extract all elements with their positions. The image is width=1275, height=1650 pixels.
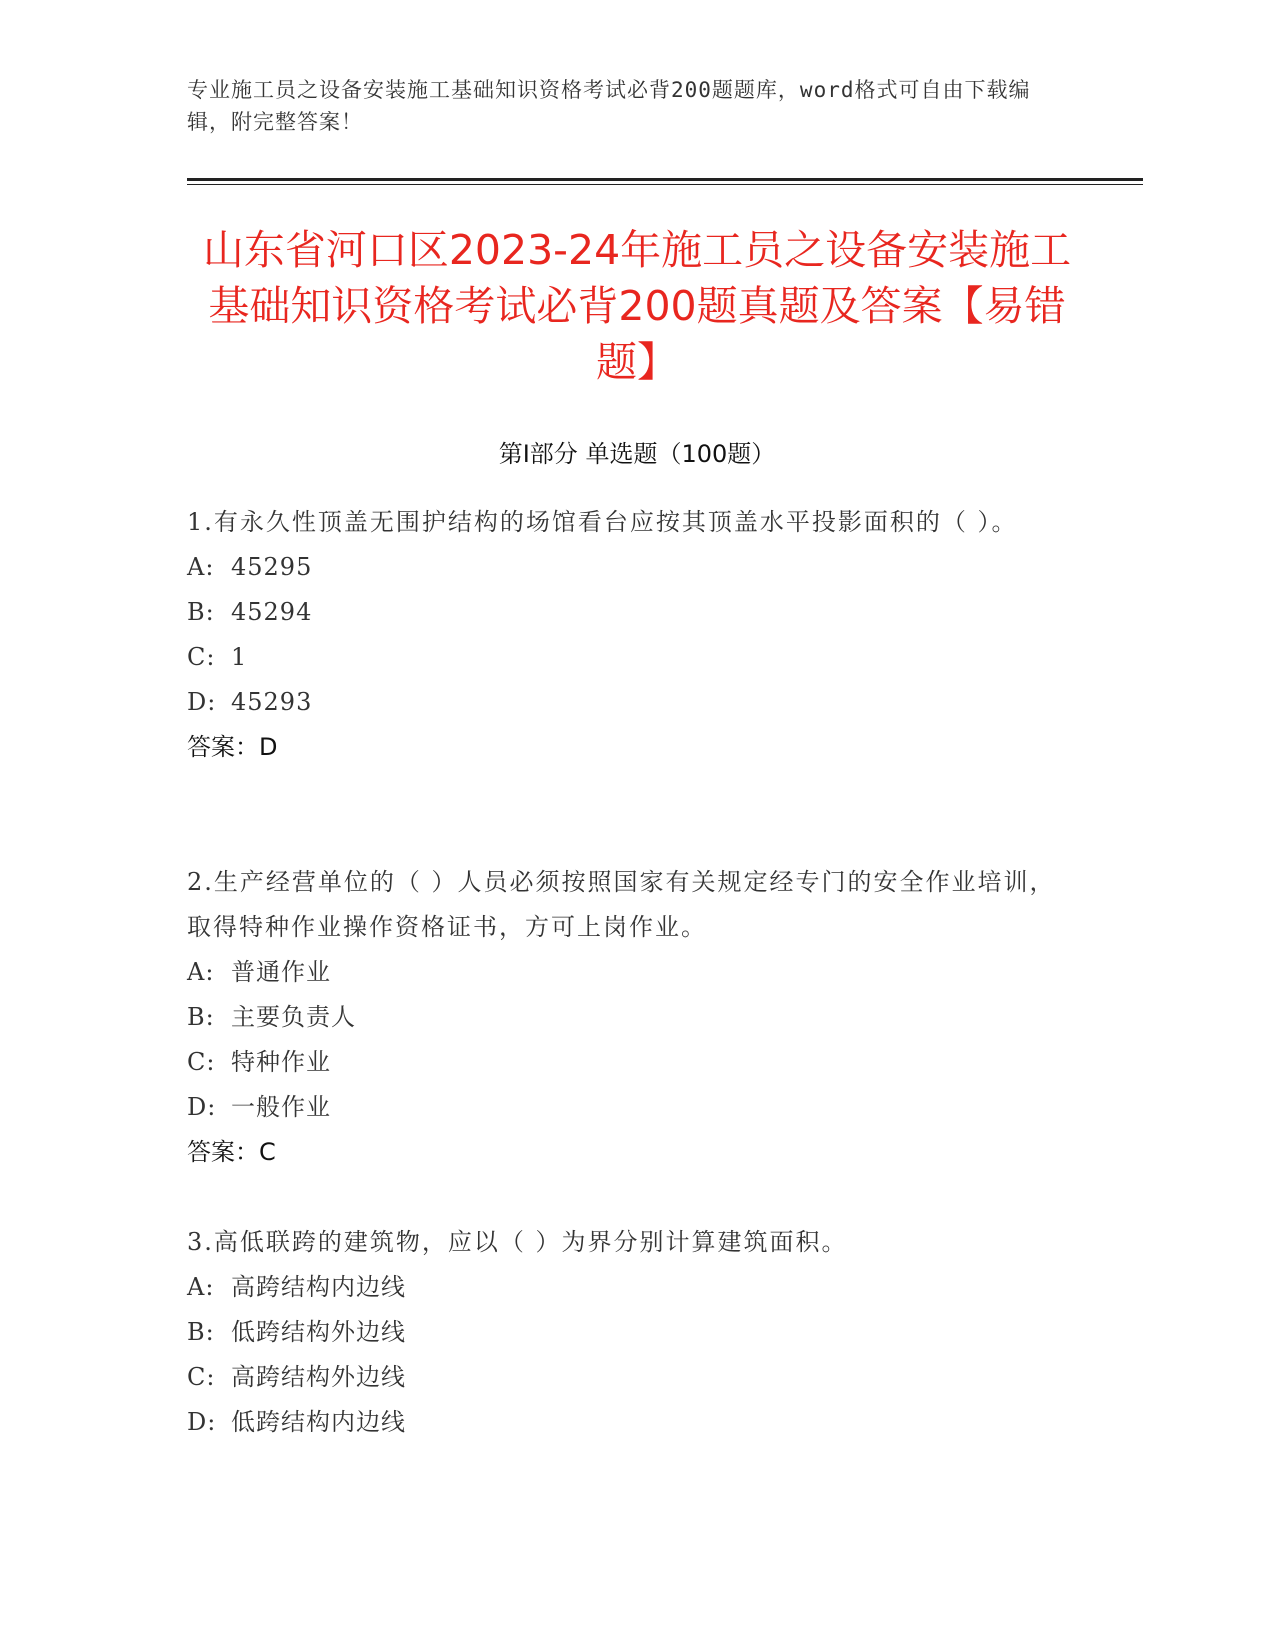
option-value: 高跨结构外边线 bbox=[231, 1363, 406, 1391]
option-key: A: bbox=[187, 958, 215, 986]
option-value: 低跨结构外边线 bbox=[231, 1318, 406, 1346]
option-value: 1 bbox=[231, 643, 248, 671]
option-d bbox=[187, 1400, 1067, 1445]
option-key: D: bbox=[187, 688, 217, 716]
option-c bbox=[187, 635, 1067, 680]
option-key: B: bbox=[187, 1318, 215, 1346]
option-d bbox=[187, 1085, 1067, 1130]
question-3 bbox=[187, 1220, 1067, 1445]
option-key: B: bbox=[187, 598, 215, 626]
option-a bbox=[187, 545, 1067, 590]
answer: 答案：C bbox=[187, 1138, 276, 1166]
option-key: D: bbox=[187, 1408, 217, 1436]
question-text: 3.高低联跨的建筑物，应以（ ）为界分别计算建筑面积。 bbox=[187, 1228, 848, 1256]
option-key: B: bbox=[187, 1003, 215, 1031]
option-value: 45293 bbox=[231, 688, 313, 716]
option-a bbox=[187, 950, 1067, 995]
option-c bbox=[187, 1355, 1067, 1400]
question-1 bbox=[187, 500, 1067, 770]
option-value: 高跨结构内边线 bbox=[231, 1273, 406, 1301]
option-value: 一般作业 bbox=[231, 1093, 331, 1121]
option-b bbox=[187, 1310, 1067, 1355]
question-2 bbox=[187, 860, 1067, 1175]
header-rule-thin bbox=[187, 184, 1143, 185]
option-key: C: bbox=[187, 643, 216, 671]
option-key: C: bbox=[187, 1363, 216, 1391]
option-key: C: bbox=[187, 1048, 216, 1076]
option-value: 主要负责人 bbox=[231, 1003, 356, 1031]
question-text: 1.有永久性顶盖无围护结构的场馆看台应按其顶盖水平投影面积的（ ）。 bbox=[187, 508, 1018, 536]
option-c bbox=[187, 1040, 1067, 1085]
option-b bbox=[187, 995, 1067, 1040]
option-value: 特种作业 bbox=[231, 1048, 331, 1076]
option-value: 45294 bbox=[231, 598, 313, 626]
option-key: D: bbox=[187, 1093, 217, 1121]
section-heading: 第Ⅰ部分 单选题（100题） bbox=[498, 440, 776, 468]
question-text: 2.生产经营单位的（ ）人员必须按照国家有关规定经专门的安全作业培训，取得特种作业操作资格证书，方可上岗作业。 bbox=[187, 868, 1056, 941]
document-title: 山东省河口区2023-24年施工员之设备安装施工基础知识资格考试必背200题真题及答案【易错题】 bbox=[202, 226, 1072, 386]
option-d bbox=[187, 680, 1067, 725]
option-value: 低跨结构内边线 bbox=[231, 1408, 406, 1436]
option-value: 45295 bbox=[231, 553, 313, 581]
option-key: A: bbox=[187, 1273, 215, 1301]
option-b bbox=[187, 590, 1067, 635]
answer: 答案：D bbox=[187, 733, 278, 761]
option-a bbox=[187, 1265, 1067, 1310]
option-value: 普通作业 bbox=[231, 958, 331, 986]
header-rule-thick bbox=[187, 178, 1143, 181]
option-key: A: bbox=[187, 553, 215, 581]
header-note: 专业施工员之设备安装施工基础知识资格考试必背200题题库，word格式可自由下载编辑，附完整答案！ bbox=[187, 78, 1031, 134]
